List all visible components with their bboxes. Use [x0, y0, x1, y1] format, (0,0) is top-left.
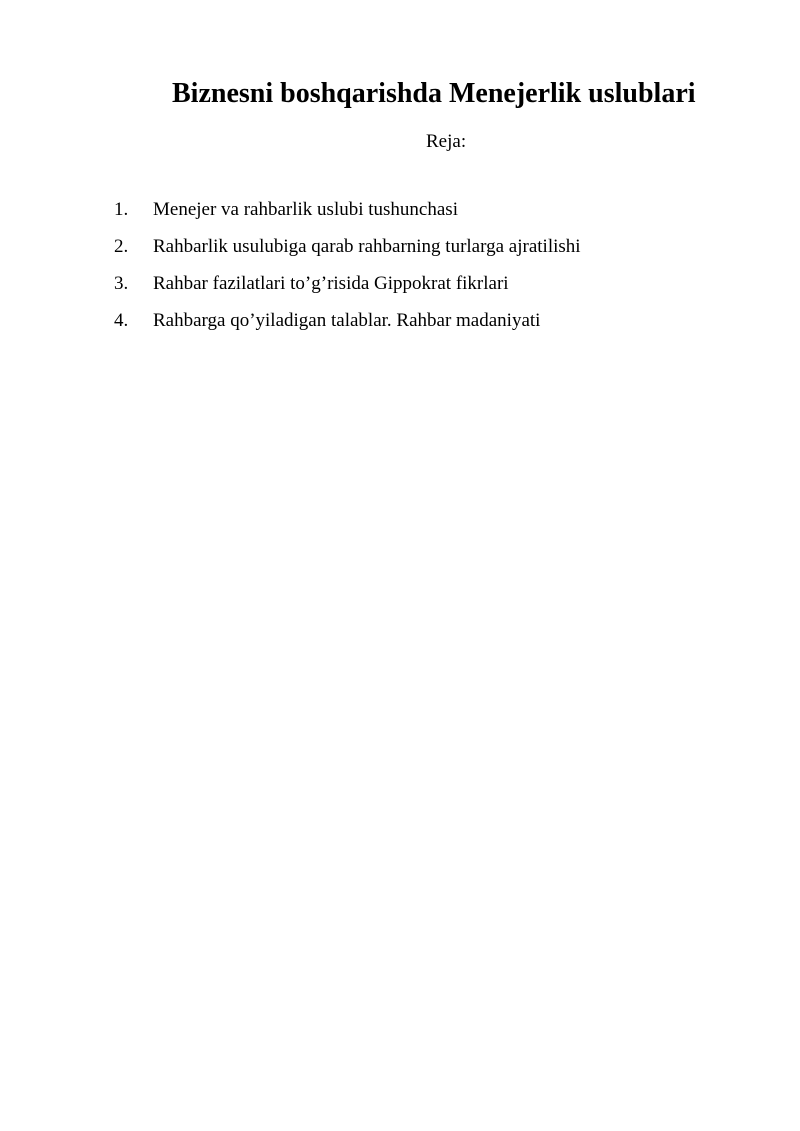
plan-list	[114, 198, 581, 346]
plan-item-text: Rahbar fazilatlari to’g’risida Gippokrat fikrlari	[153, 273, 509, 294]
plan-item-text: Rahbarga qo’yiladigan talablar. Rahbar madaniyati	[153, 310, 541, 331]
plan-item-text: Menejer va rahbarlik uslubi tushunchasi	[153, 199, 458, 220]
plan-heading: Reja:	[426, 131, 467, 152]
plan-item	[114, 272, 581, 309]
plan-item-number: 4.	[114, 310, 129, 331]
plan-item-text: Rahbarlik usulubiga qarab rahbarning turlarga ajratilishi	[153, 236, 581, 257]
plan-item	[114, 198, 581, 235]
plan-item-number: 2.	[114, 236, 129, 257]
plan-item	[114, 309, 581, 346]
document-title: Biznesni boshqarishda Menejerlik uslublari	[172, 78, 696, 109]
plan-item-number: 3.	[114, 273, 129, 294]
plan-item	[114, 235, 581, 272]
plan-item-number: 1.	[114, 199, 129, 220]
